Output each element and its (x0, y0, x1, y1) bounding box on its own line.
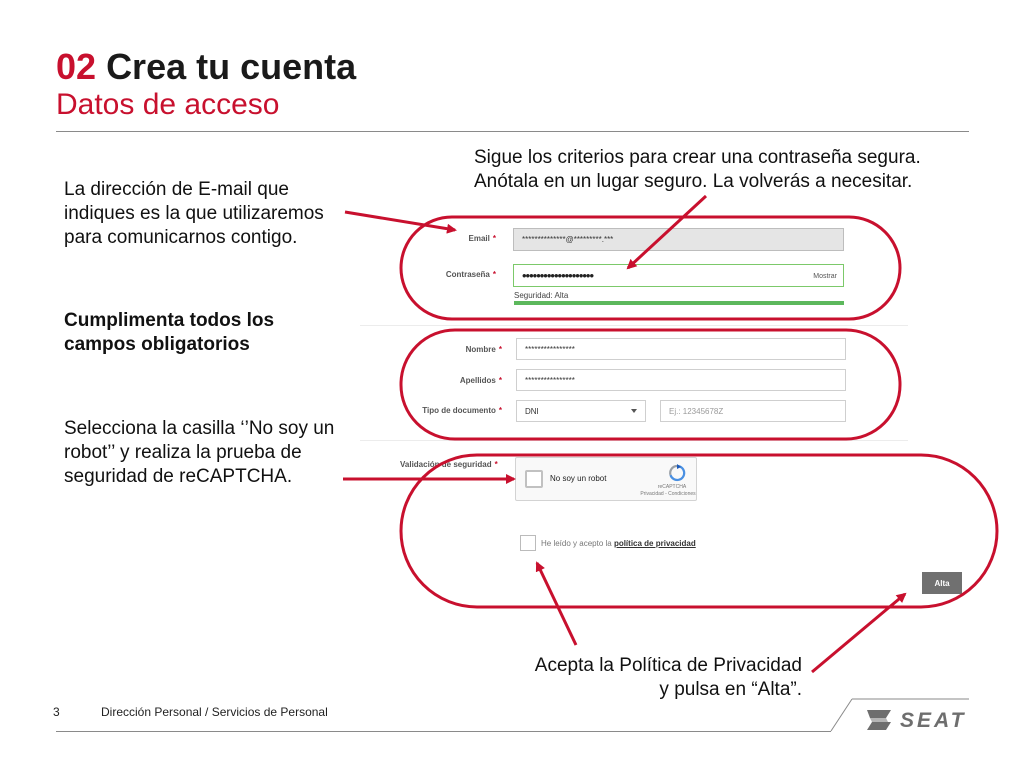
password-strength-text: Seguridad: Alta (514, 291, 569, 300)
privacy-consent-text: He leído y acepto la política de privacidad (541, 539, 696, 548)
recaptcha-brand: reCAPTCHA (657, 484, 687, 490)
account-fields-highlight (401, 217, 900, 319)
page-number: 3 (53, 705, 60, 719)
email-arrow (345, 212, 455, 230)
nombre-label: Nombre * (465, 345, 502, 354)
personal-fields-highlight (401, 330, 900, 439)
doc-type-value: DNI (525, 406, 539, 416)
show-password-button[interactable]: Mostrar (813, 273, 837, 280)
apellidos-field[interactable]: **************** (516, 369, 846, 391)
email-callout: La dirección de E-mail que indiques es la que utilizaremos para comunicarnos contigo. (64, 179, 324, 248)
password-value: •••••••••••••••••••• (522, 268, 594, 283)
privacy-callout: Acepta la Política de Privacidad y pulsa en “Alta”. (534, 655, 802, 700)
security-label: Validación de seguridad * (400, 460, 498, 469)
footer-divider (56, 731, 831, 732)
recaptcha-links[interactable]: Privacidad - Condiciones (640, 491, 696, 497)
seat-wordmark: SEAT (900, 709, 967, 732)
footer-department: Dirección Personal / Servicios de Personal (101, 705, 328, 719)
privacy-policy-link[interactable]: política de privacidad (613, 539, 696, 548)
captcha-callout: Selecciona la casilla ‘’No soy un robot’’ y realiza la prueba de seguridad de reCAPTCHA. (64, 418, 335, 487)
email-field[interactable]: **************@*********.*** (513, 228, 844, 251)
password-arrow (628, 196, 706, 268)
seat-emblem-icon (864, 707, 894, 733)
seat-logo (864, 707, 970, 733)
doc-number-field[interactable]: Ej.: 12345678Z (660, 400, 846, 422)
apellidos-label: Apellidos * (459, 376, 502, 385)
title-text: Crea tu cuenta (106, 46, 357, 87)
password-label: Contraseña * (445, 270, 496, 279)
alta-button[interactable]: Alta (922, 572, 962, 594)
privacy-arrow (537, 563, 576, 645)
doc-type-label: Tipo de documento * (422, 406, 502, 415)
slide-subtitle: Datos de acceso (56, 88, 280, 121)
email-label: Email * (468, 234, 496, 243)
password-callout: Sigue los criterios para crear una contraseña segura. Anótala en un lugar seguro. La volverás a necesitar. (474, 147, 921, 192)
recaptcha-label: No soy un robot (550, 474, 607, 483)
required-fields-callout: Cumplimenta todos los campos obligatorios (64, 310, 275, 355)
nombre-field[interactable]: **************** (516, 338, 846, 360)
section-number: 02 (56, 46, 97, 87)
